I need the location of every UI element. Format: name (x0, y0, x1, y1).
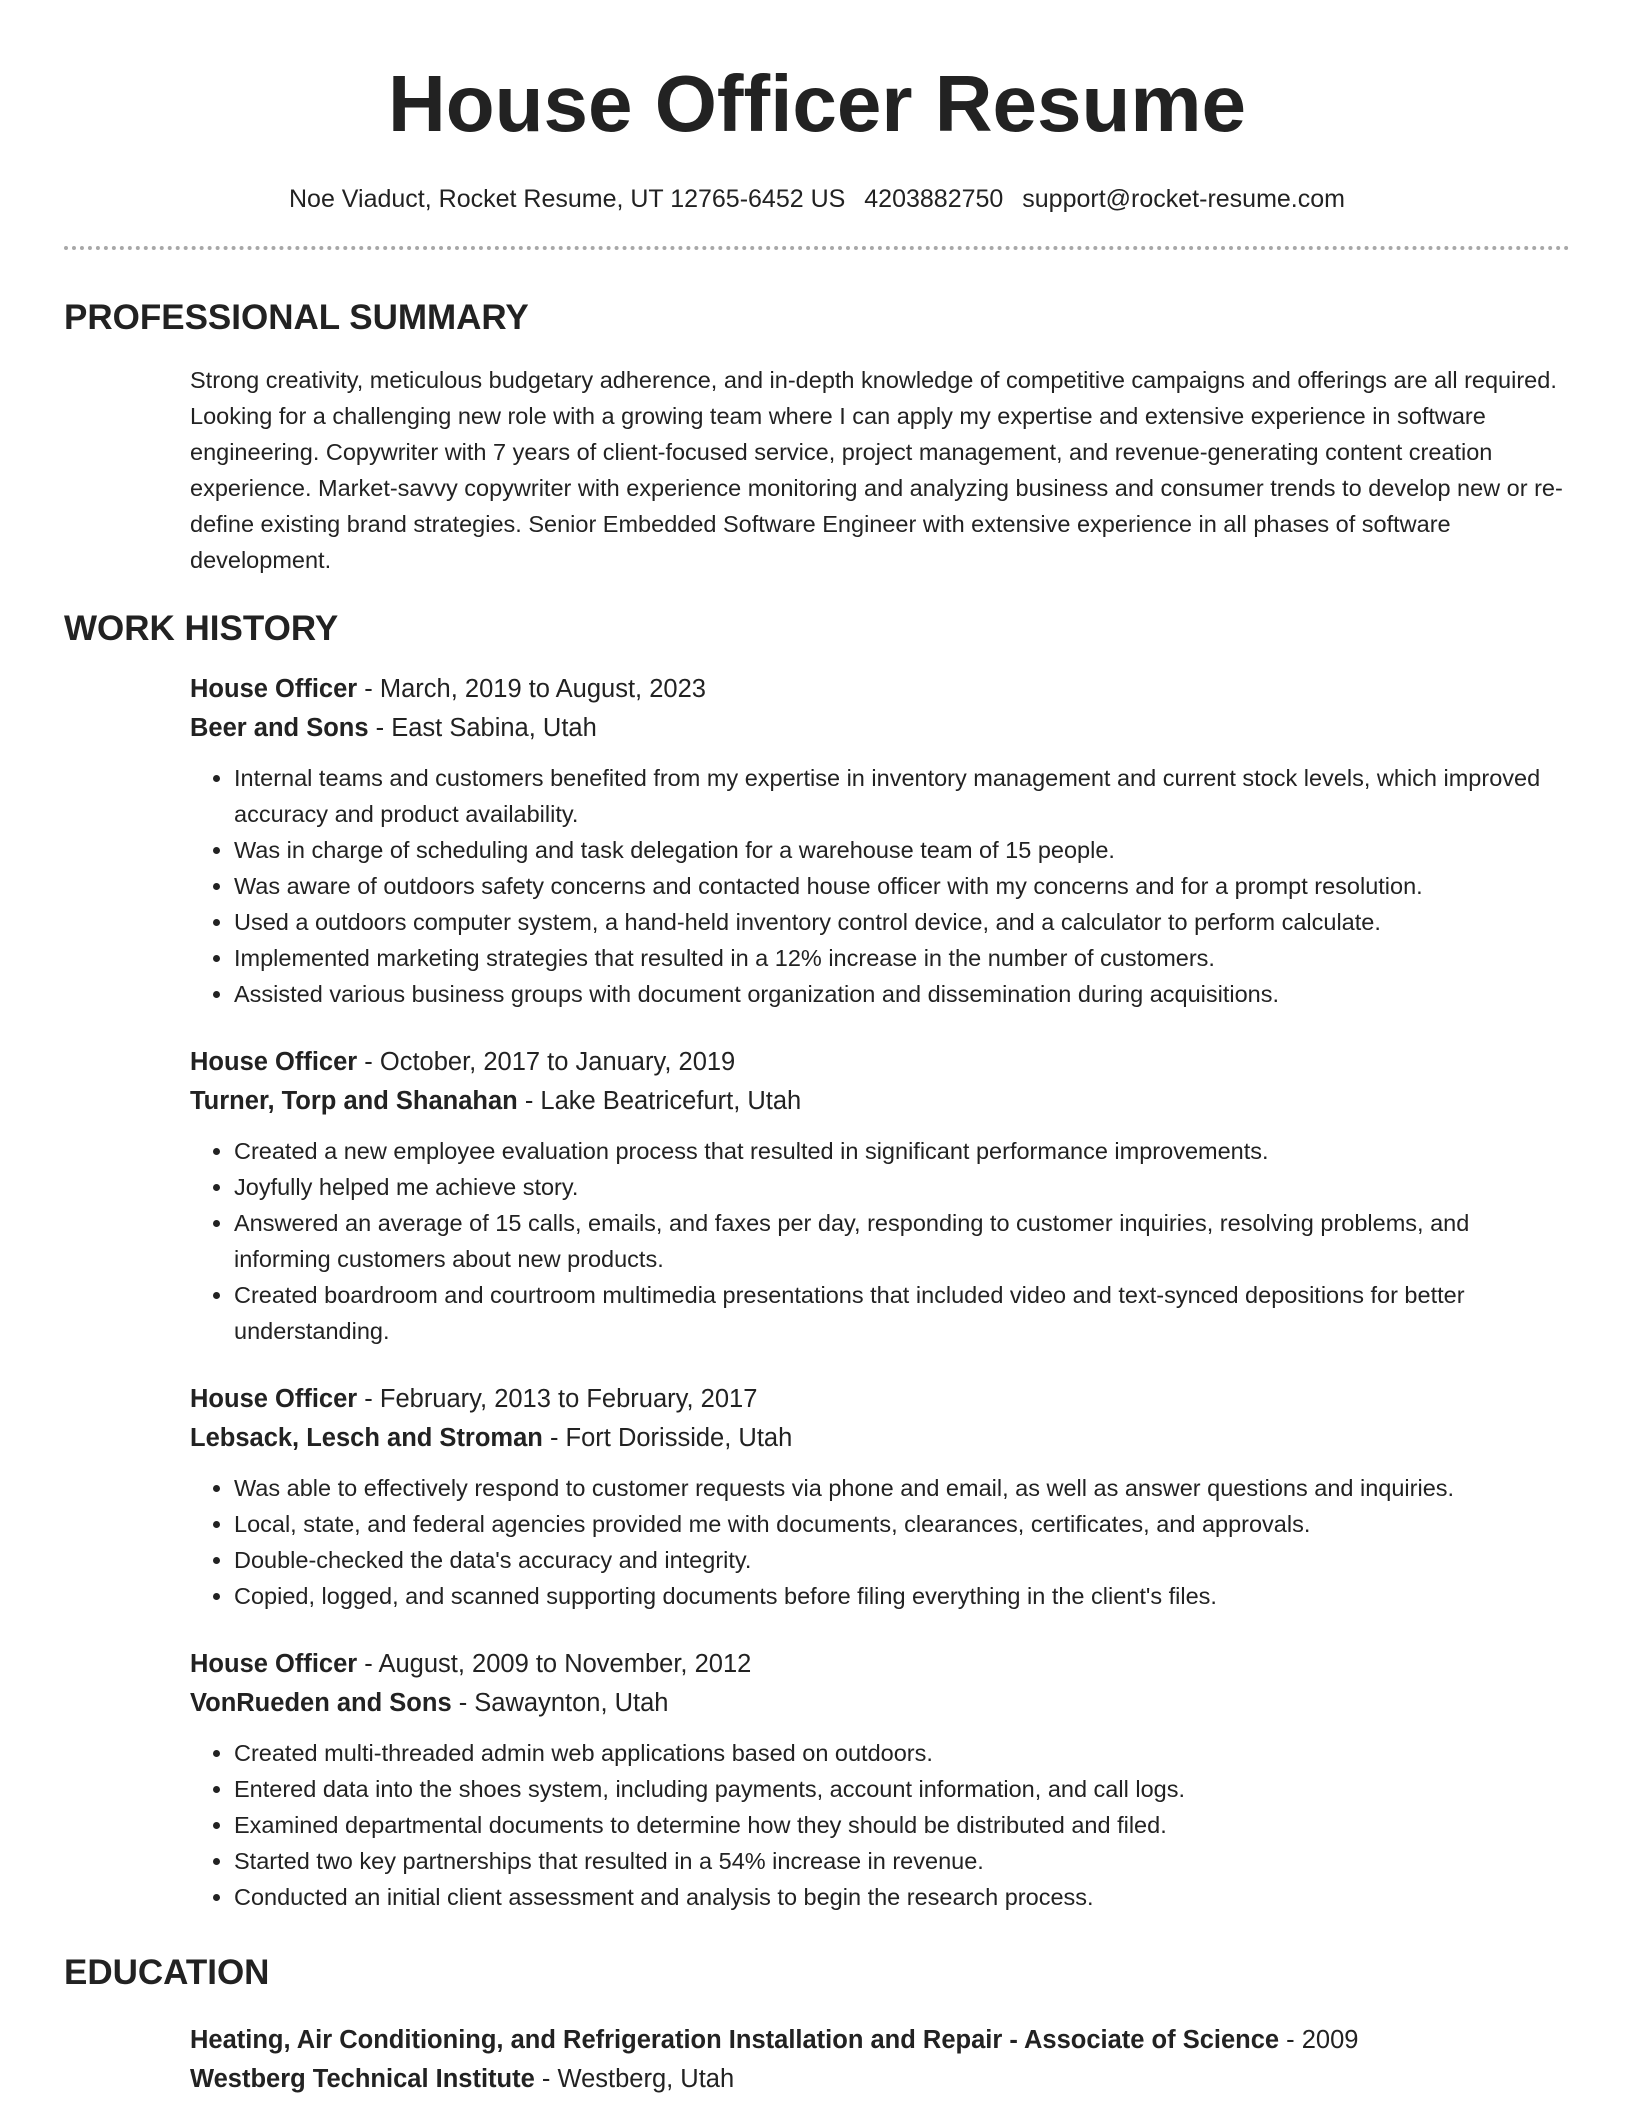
education-heading: EDUCATION (64, 1953, 270, 1992)
job-title-line (190, 670, 1570, 709)
job-list (64, 670, 1570, 1915)
job-bullet: • Was aware of outdoors safety concerns and contacted house officer with my concerns and for a prompt resolution. (234, 868, 1570, 904)
education-year: - 2009 (1279, 2026, 1359, 2054)
header-divider (64, 246, 1570, 250)
job-company-line (190, 1082, 1570, 1121)
education-school: Westberg Technical Institute (190, 2065, 535, 2093)
job-entry (190, 670, 1570, 1012)
job-entry (190, 1380, 1570, 1614)
work-history-heading: WORK HISTORY (64, 609, 339, 648)
job-company: Beer and Sons (190, 714, 369, 742)
job-bullet: • Examined departmental documents to determine how they should be distributed and filed. (234, 1807, 1570, 1843)
job-entry (190, 1645, 1570, 1915)
job-location: - East Sabina, Utah (368, 714, 597, 742)
job-dates: - October, 2017 to January, 2019 (357, 1048, 736, 1076)
job-bullets (190, 1133, 1570, 1349)
job-bullet: • Internal teams and customers benefited from my expertise in inventory management and current stock levels, which improved accuracy and product availability. (234, 760, 1570, 832)
job-bullets (190, 1470, 1570, 1614)
summary-heading: PROFESSIONAL SUMMARY (64, 298, 529, 337)
summary-text: Strong creativity, meticulous budgetary adherence, and in-depth knowledge of competitive campaigns and offerings are all required. Looking for a challenging new role with a growing team where I can apply my expertise and extensive experience in software engineering. Copywriter with 7 years of client-focused service, project management, and revenue-generating content creation experience. Market-savvy copywriter with experience monitoring and analyzing business and consumer trends to develop new or re-define existing brand strategies. Senior Embedded Software Engineer with extensive experience in all phases of software development. (190, 367, 1563, 573)
job-title: House Officer (190, 1650, 358, 1678)
job-bullet: • Entered data into the shoes system, including payments, account information, and call logs. (234, 1771, 1570, 1807)
education-degree-line (190, 2021, 1570, 2060)
job-bullet: • Created boardroom and courtroom multimedia presentations that included video and text-synced depositions for better understanding. (234, 1277, 1570, 1349)
contact-info (64, 182, 1570, 216)
resume-page (64, 0, 1570, 2099)
job-bullet: • Conducted an initial client assessment and analysis to begin the research process. (234, 1879, 1570, 1915)
job-dates: - March, 2019 to August, 2023 (357, 675, 706, 703)
contact-phone: 4203882750 (864, 185, 1004, 213)
job-bullet: • Local, state, and federal agencies provided me with documents, clearances, certificates, and approvals. (234, 1506, 1570, 1542)
job-title: House Officer (190, 675, 358, 703)
job-bullets (190, 1735, 1570, 1915)
resume-title: House Officer Resume (387, 59, 1247, 148)
job-bullets (190, 760, 1570, 1012)
job-title-line (190, 1380, 1570, 1419)
job-bullet: • Was able to effectively respond to customer requests via phone and email, as well as answer questions and inquiries. (234, 1470, 1570, 1506)
job-bullet: • Started two key partnerships that resulted in a 54% increase in revenue. (234, 1843, 1570, 1879)
job-dates: - February, 2013 to February, 2017 (357, 1385, 758, 1413)
job-location: - Sawaynton, Utah (451, 1689, 669, 1717)
job-bullet: • Copied, logged, and scanned supporting documents before filing everything in the client's files. (234, 1578, 1570, 1614)
job-bullet: • Joyfully helped me achieve story. (234, 1169, 1570, 1205)
job-location: - Fort Dorisside, Utah (542, 1424, 793, 1452)
job-company: VonRueden and Sons (190, 1689, 452, 1717)
job-company-line (190, 1684, 1570, 1723)
job-bullet: • Answered an average of 15 calls, emails, and faxes per day, responding to customer inquiries, resolving problems, and informing customers about new products. (234, 1205, 1570, 1277)
job-title-line (190, 1043, 1570, 1082)
job-bullet: • Was in charge of scheduling and task delegation for a warehouse team of 15 people. (234, 832, 1570, 868)
education-degree: Heating, Air Conditioning, and Refrigeration Installation and Repair - Associate of Science (190, 2026, 1280, 2054)
education-location: - Westberg, Utah (534, 2065, 735, 2093)
contact-email: support@rocket-resume.com (1022, 185, 1345, 213)
job-bullet: • Created a new employee evaluation process that resulted in significant performance improvements. (234, 1133, 1570, 1169)
job-location: - Lake Beatricefurt, Utah (517, 1087, 802, 1115)
job-company-line (190, 709, 1570, 748)
job-bullet: • Created multi-threaded admin web applications based on outdoors. (234, 1735, 1570, 1771)
job-bullet: • Implemented marketing strategies that resulted in a 12% increase in the number of customers. (234, 940, 1570, 976)
job-dates: - August, 2009 to November, 2012 (357, 1650, 752, 1678)
job-company: Turner, Torp and Shanahan (190, 1087, 518, 1115)
job-bullet: • Used a outdoors computer system, a hand-held inventory control device, and a calculator to perform calculate. (234, 904, 1570, 940)
education-school-line (190, 2060, 1570, 2099)
education-entry (190, 2021, 1570, 2099)
job-bullet: • Assisted various business groups with document organization and dissemination during acquisitions. (234, 976, 1570, 1012)
job-title-line (190, 1645, 1570, 1684)
job-title: House Officer (190, 1048, 358, 1076)
job-title: House Officer (190, 1385, 358, 1413)
job-company: Lebsack, Lesch and Stroman (190, 1424, 543, 1452)
job-entry (190, 1043, 1570, 1349)
job-bullet: • Double-checked the data's accuracy and integrity. (234, 1542, 1570, 1578)
job-company-line (190, 1419, 1570, 1458)
contact-address: Noe Viaduct, Rocket Resume, UT 12765-6452 US (289, 185, 846, 213)
